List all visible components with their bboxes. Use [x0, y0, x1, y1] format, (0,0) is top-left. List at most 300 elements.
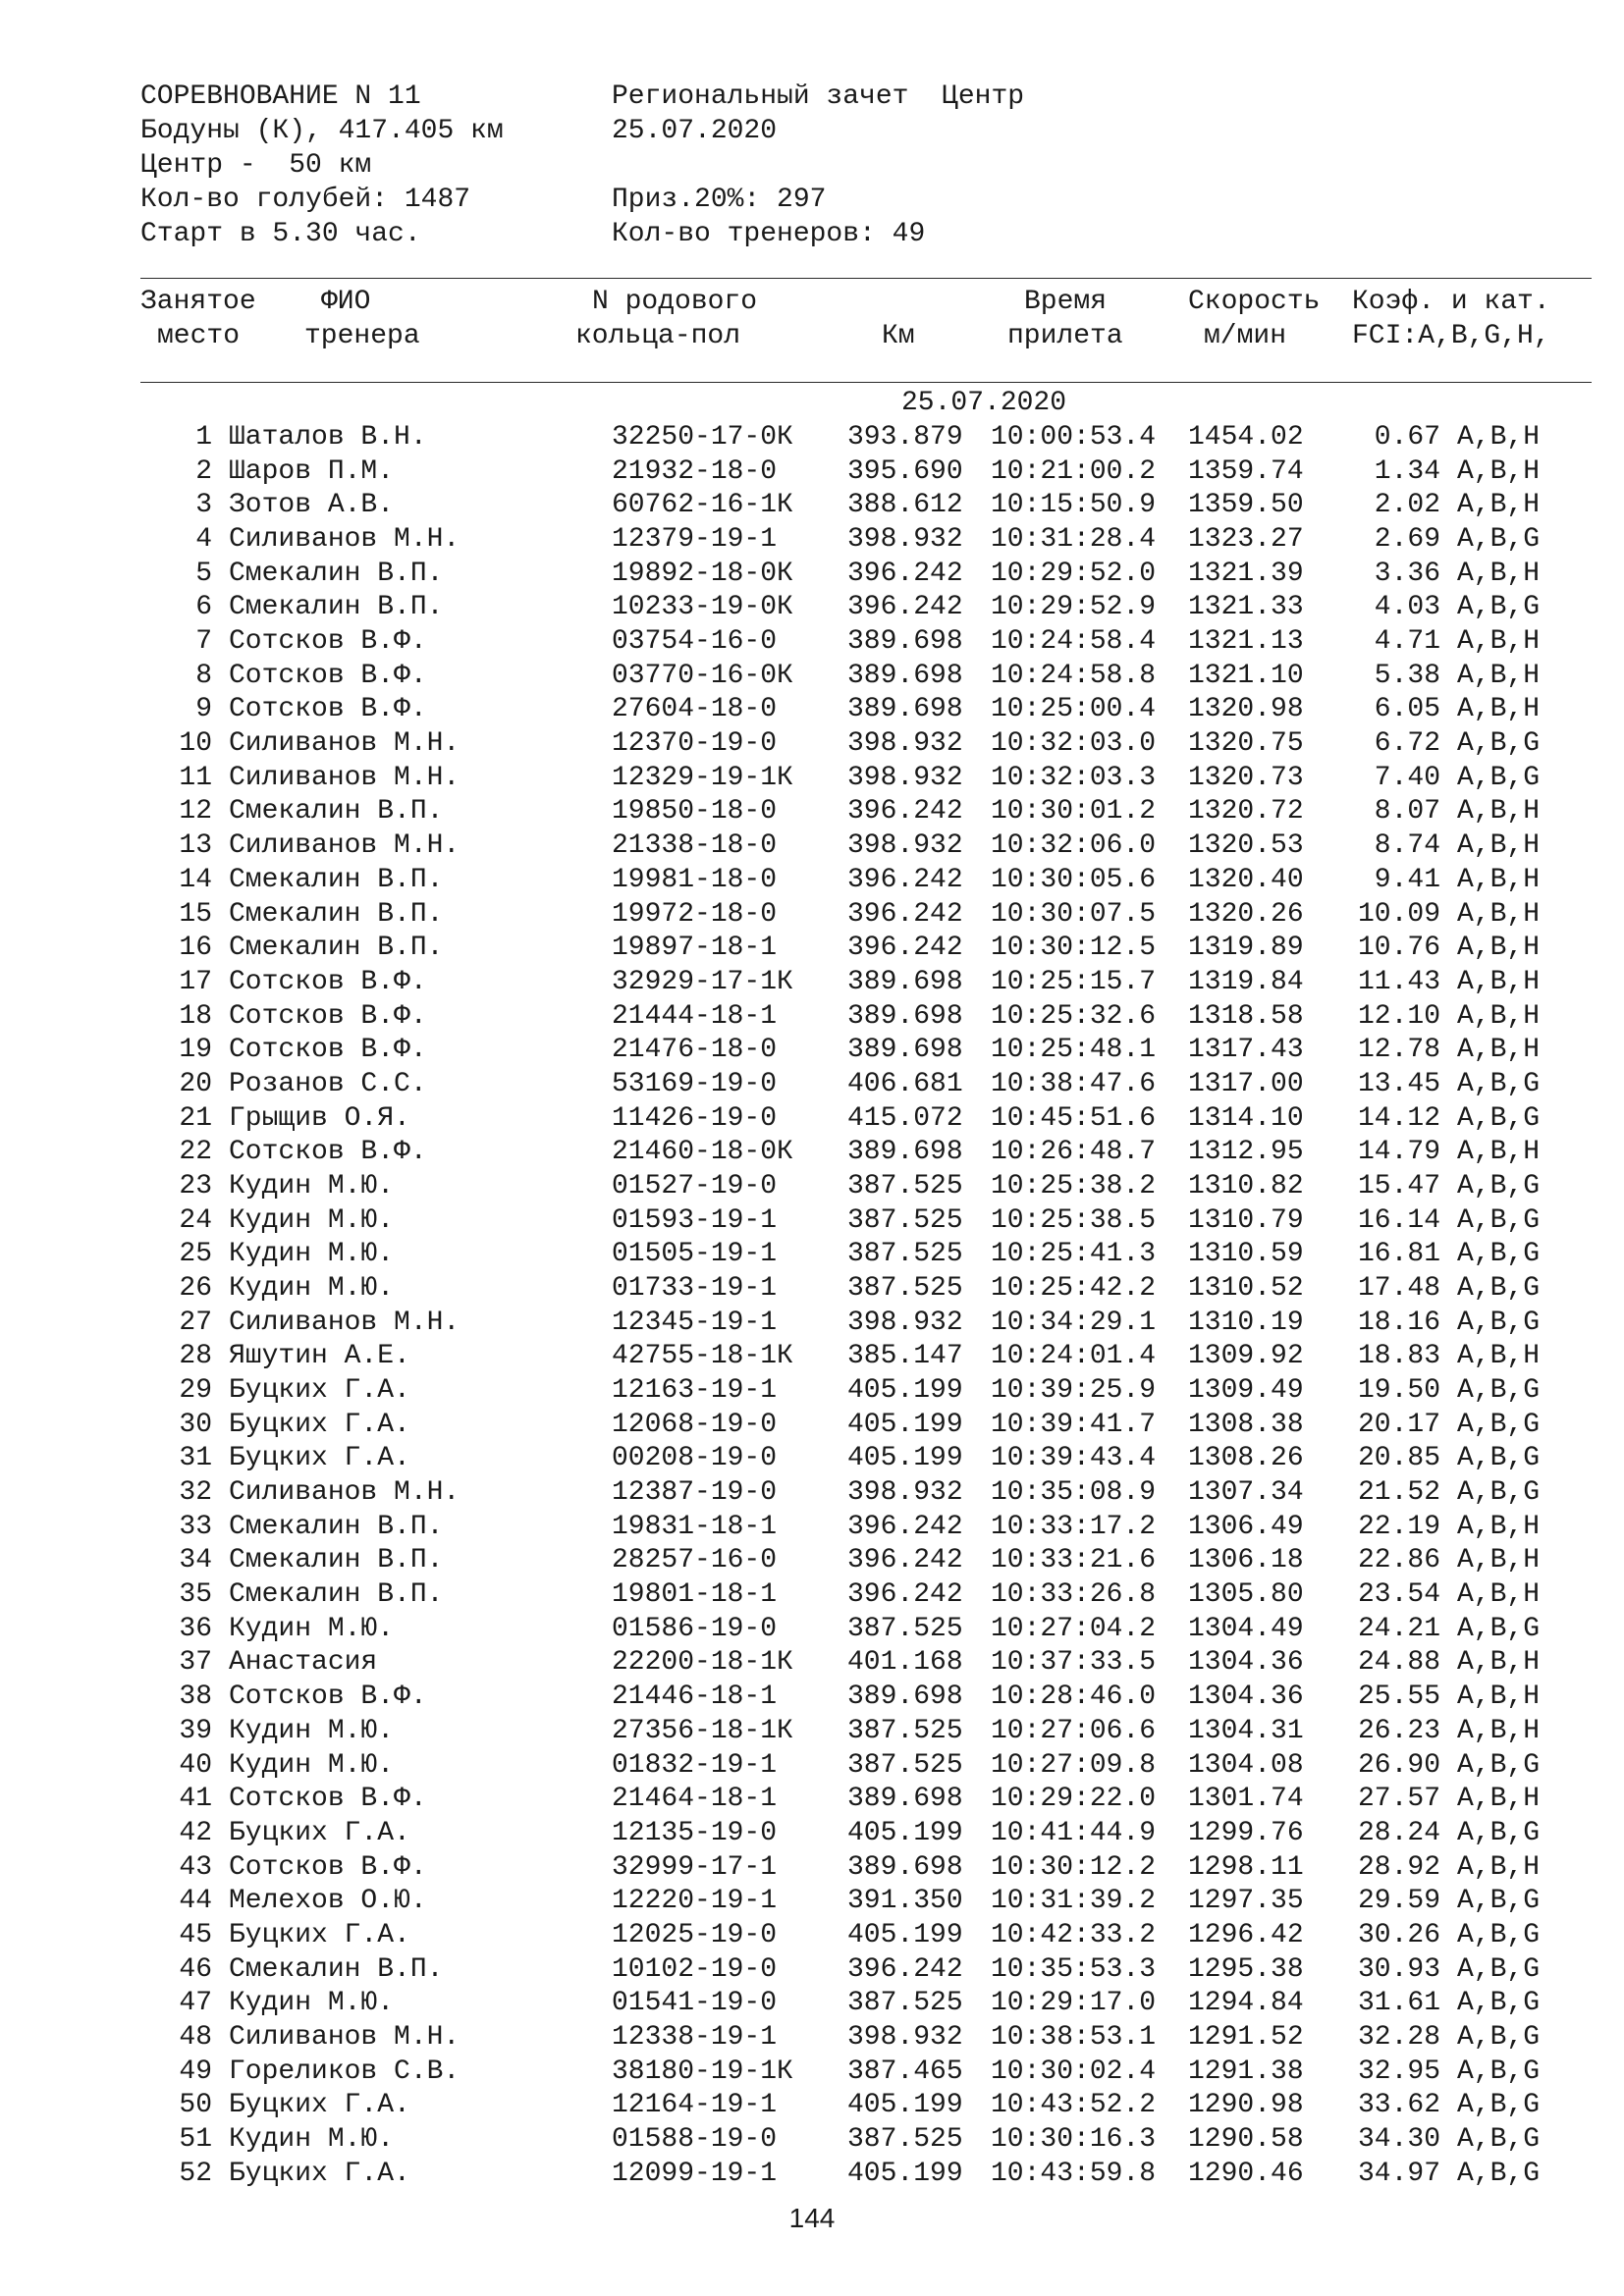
arrival-time: 10:42:33.2	[991, 1919, 1157, 1950]
category: A,B,H	[1457, 422, 1541, 453]
coefficient: 22.86	[1357, 1545, 1440, 1576]
ring-number: 21338-18-0	[612, 830, 778, 862]
speed: 1297.35	[1188, 1886, 1304, 1917]
speed: 1320.73	[1188, 762, 1304, 793]
coefficient: 31.61	[1357, 1988, 1440, 2019]
trainer-name: Кудин М.Ю.	[229, 1204, 395, 1236]
arrival-time: 10:24:58.8	[991, 660, 1157, 691]
coefficient: 1.34	[1374, 455, 1440, 487]
table-row	[140, 1306, 1592, 1340]
place: 31	[179, 1443, 212, 1474]
distance-km: 396.242	[847, 933, 963, 964]
category: A,B,G	[1457, 1988, 1541, 2019]
table-row	[140, 1612, 1592, 1646]
category: A,B,G	[1457, 1170, 1541, 1201]
distance-km: 389.698	[847, 626, 963, 658]
place: 2	[195, 455, 212, 487]
arrival-time: 10:25:15.7	[991, 966, 1157, 997]
speed: 1294.84	[1188, 1988, 1304, 2019]
arrival-time: 10:37:33.5	[991, 1647, 1157, 1679]
speed: 1320.53	[1188, 830, 1304, 862]
trainer-name: Буцких Г.А.	[229, 1919, 410, 1950]
trainer-name: Смекалин В.П.	[229, 558, 444, 589]
ring-number: 12135-19-0	[612, 1817, 778, 1848]
speed: 1321.13	[1188, 626, 1304, 658]
place: 16	[179, 933, 212, 964]
speed: 1320.40	[1188, 864, 1304, 895]
category: A,B,H	[1457, 796, 1541, 828]
col-ring-header-2: кольца-пол	[575, 321, 741, 351]
arrival-time: 10:31:28.4	[991, 524, 1157, 556]
ring-number: 19897-18-1	[612, 933, 778, 964]
category: A,B,H	[1457, 1341, 1541, 1372]
place: 39	[179, 1715, 212, 1746]
coefficient: 10.76	[1357, 933, 1440, 964]
coefficient: 26.23	[1357, 1715, 1440, 1746]
arrival-time: 10:35:53.3	[991, 1953, 1157, 1985]
trainer-name: Шаров П.М.	[229, 455, 395, 487]
arrival-time: 10:29:52.9	[991, 592, 1157, 623]
place: 6	[195, 592, 212, 623]
speed: 1314.10	[1188, 1102, 1304, 1134]
category: A,B,H	[1457, 966, 1541, 997]
place: 45	[179, 1919, 212, 1950]
coefficient: 9.41	[1374, 864, 1440, 895]
table-row	[140, 2157, 1592, 2191]
coefficient: 10.09	[1357, 898, 1440, 930]
category: A,B,G	[1457, 1068, 1541, 1099]
distance-km: 393.879	[847, 422, 963, 453]
coefficient: 15.47	[1357, 1170, 1440, 1201]
coefficient: 30.26	[1357, 1919, 1440, 1950]
table-row	[140, 590, 1592, 624]
trainer-name: Смекалин В.П.	[229, 1579, 444, 1611]
ring-number: 11426-19-0	[612, 1102, 778, 1134]
trainer-name: Сотсков В.Ф.	[229, 1784, 427, 1815]
category: A,B,G	[1457, 1477, 1541, 1509]
speed: 1295.38	[1188, 1953, 1304, 1985]
place: 52	[179, 2158, 212, 2189]
arrival-time: 10:29:17.0	[991, 1988, 1157, 2019]
arrival-time: 10:43:59.8	[991, 2158, 1157, 2189]
ring-number: 22200-18-1К	[612, 1647, 793, 1679]
distance-km: 385.147	[847, 1341, 963, 1372]
trainer-name: Смекалин В.П.	[229, 592, 444, 623]
ring-number: 21444-18-1	[612, 1000, 778, 1032]
trainer-name: Сотсков В.Ф.	[229, 966, 427, 997]
table-row	[140, 1441, 1592, 1475]
distance-km: 389.698	[847, 660, 963, 691]
distance-km: 387.525	[847, 1715, 963, 1746]
speed: 1304.49	[1188, 1613, 1304, 1644]
ring-number: 01832-19-1	[612, 1749, 778, 1781]
trainer-name: Кудин М.Ю.	[229, 1613, 395, 1644]
distance-km: 387.525	[847, 1613, 963, 1644]
start-time: Старт в 5.30 час.	[140, 219, 421, 249]
ring-number: 01505-19-1	[612, 1239, 778, 1270]
coefficient: 6.72	[1374, 728, 1440, 760]
region-label: Региональный зачет Центр	[612, 81, 1025, 112]
coefficient: 28.24	[1357, 1817, 1440, 1848]
trainer-name: Сотсков В.Ф.	[229, 694, 427, 725]
coefficient: 13.45	[1357, 1068, 1440, 1099]
speed: 1309.49	[1188, 1375, 1304, 1407]
ring-number: 12163-19-1	[612, 1375, 778, 1407]
coefficient: 21.52	[1357, 1477, 1440, 1509]
speed: 1304.08	[1188, 1749, 1304, 1781]
coefficient: 20.17	[1357, 1409, 1440, 1440]
arrival-time: 10:24:58.4	[991, 626, 1157, 658]
trainer-name: Смекалин В.П.	[229, 1545, 444, 1576]
trainer-name: Буцких Г.А.	[229, 1409, 410, 1440]
ring-number: 10233-19-0К	[612, 592, 793, 623]
speed: 1320.72	[1188, 796, 1304, 828]
speed: 1309.92	[1188, 1341, 1304, 1372]
page-number: 144	[788, 2203, 836, 2233]
speed: 1321.33	[1188, 592, 1304, 623]
ring-number: 12164-19-1	[612, 2090, 778, 2121]
category: A,B,H	[1457, 455, 1541, 487]
trainer-name: Кудин М.Ю.	[229, 2124, 395, 2155]
ring-number: 12220-19-1	[612, 1886, 778, 1917]
speed: 1298.11	[1188, 1851, 1304, 1883]
category: A,B,G	[1457, 2056, 1541, 2087]
category: A,B,G	[1457, 524, 1541, 556]
col-km-header: Км	[882, 321, 915, 351]
place: 12	[179, 796, 212, 828]
trainer-name: Смекалин В.П.	[229, 933, 444, 964]
place: 17	[179, 966, 212, 997]
ring-number: 12025-19-0	[612, 1919, 778, 1950]
trainer-name: Кудин М.Ю.	[229, 1170, 395, 1201]
coefficient: 4.71	[1374, 626, 1440, 658]
distance-km: 395.690	[847, 455, 963, 487]
trainer-name: Мелехов О.Ю.	[229, 1886, 427, 1917]
distance-km: 396.242	[847, 1579, 963, 1611]
distance-km: 405.199	[847, 2090, 963, 2121]
speed: 1310.79	[1188, 1204, 1304, 1236]
distance-km: 406.681	[847, 1068, 963, 1099]
speed: 1310.59	[1188, 1239, 1304, 1270]
col-speed-header-2: м/мин	[1204, 321, 1287, 351]
arrival-time: 10:29:22.0	[991, 1784, 1157, 1815]
distance-km: 387.525	[847, 1239, 963, 1270]
category: A,B,H	[1457, 1715, 1541, 1746]
trainer-name: Силиванов М.Н.	[229, 1477, 460, 1509]
competition-title: СОРЕВНОВАНИЕ N 11	[140, 81, 421, 112]
table-row	[140, 1850, 1592, 1885]
header-rule	[140, 382, 1592, 383]
category: A,B,H	[1457, 1647, 1541, 1679]
ring-number: 19972-18-0	[612, 898, 778, 930]
table-row	[140, 897, 1592, 932]
speed: 1304.31	[1188, 1715, 1304, 1746]
distance-km: 387.525	[847, 1273, 963, 1304]
arrival-time: 10:25:42.2	[991, 1273, 1157, 1304]
speed: 1323.27	[1188, 524, 1304, 556]
speed: 1307.34	[1188, 1477, 1304, 1509]
col-time-header-2: прилета	[1007, 321, 1123, 351]
place: 8	[195, 660, 212, 691]
table-row	[140, 1475, 1592, 1510]
category: A,B,G	[1457, 2124, 1541, 2155]
arrival-time: 10:25:38.2	[991, 1170, 1157, 1201]
place: 22	[179, 1137, 212, 1168]
trainer-name: Кудин М.Ю.	[229, 1239, 395, 1270]
place: 20	[179, 1068, 212, 1099]
distance-km: 398.932	[847, 728, 963, 760]
arrival-time: 10:45:51.6	[991, 1102, 1157, 1134]
distance-km: 396.242	[847, 1511, 963, 1542]
trainer-name: Смекалин В.П.	[229, 898, 444, 930]
place: 36	[179, 1613, 212, 1644]
arrival-time: 10:39:43.4	[991, 1443, 1157, 1474]
category: A,B,G	[1457, 1613, 1541, 1644]
coefficient: 28.92	[1357, 1851, 1440, 1883]
speed: 1304.36	[1188, 1647, 1304, 1679]
distance-km: 389.698	[847, 966, 963, 997]
speed: 1299.76	[1188, 1817, 1304, 1848]
table-row	[140, 454, 1592, 489]
table-row	[140, 624, 1592, 659]
arrival-time: 10:30:16.3	[991, 2124, 1157, 2155]
ring-number: 19801-18-1	[612, 1579, 778, 1611]
trainer-name: Буцких Г.А.	[229, 2158, 410, 2189]
trainer-name: Кудин М.Ю.	[229, 1988, 395, 2019]
coefficient: 12.10	[1357, 1000, 1440, 1032]
speed: 1317.00	[1188, 1068, 1304, 1099]
place: 46	[179, 1953, 212, 1985]
place: 3	[195, 490, 212, 521]
place: 4	[195, 524, 212, 556]
ring-number: 19981-18-0	[612, 864, 778, 895]
distance-km: 387.465	[847, 2056, 963, 2087]
trainer-name: Сотсков В.Ф.	[229, 1000, 427, 1032]
category: A,B,H	[1457, 1682, 1541, 1713]
distance-km: 391.350	[847, 1886, 963, 1917]
speed: 1359.74	[1188, 455, 1304, 487]
place: 50	[179, 2090, 212, 2121]
place: 41	[179, 1784, 212, 1815]
table-row	[140, 522, 1592, 557]
ring-number: 42755-18-1К	[612, 1341, 793, 1372]
coefficient: 6.05	[1374, 694, 1440, 725]
category: A,B,G	[1457, 1817, 1541, 1848]
distance-km: 396.242	[847, 558, 963, 589]
category: A,B,G	[1457, 728, 1541, 760]
distance-km: 405.199	[847, 1409, 963, 1440]
place: 37	[179, 1647, 212, 1679]
category: A,B,H	[1457, 898, 1541, 930]
speed: 1312.95	[1188, 1137, 1304, 1168]
coefficient: 34.30	[1357, 2124, 1440, 2155]
category: A,B,H	[1457, 1851, 1541, 1883]
arrival-time: 10:25:48.1	[991, 1035, 1157, 1066]
ring-number: 27356-18-1К	[612, 1715, 793, 1746]
table-row	[140, 488, 1592, 522]
arrival-time: 10:24:01.4	[991, 1341, 1157, 1372]
ring-number: 28257-16-0	[612, 1545, 778, 1576]
table-row	[140, 1373, 1592, 1408]
arrival-time: 10:26:48.7	[991, 1137, 1157, 1168]
category: A,B,H	[1457, 830, 1541, 862]
trainer-name: Буцких Г.А.	[229, 1375, 410, 1407]
coefficient: 24.88	[1357, 1647, 1440, 1679]
category: A,B,H	[1457, 864, 1541, 895]
arrival-time: 10:30:12.5	[991, 933, 1157, 964]
table-row	[140, 1237, 1592, 1271]
distance-km: 396.242	[847, 1545, 963, 1576]
place: 42	[179, 1817, 212, 1848]
distance-km: 398.932	[847, 1477, 963, 1509]
place: 14	[179, 864, 212, 895]
col-name-header-2: тренера	[304, 321, 420, 351]
table-row	[140, 1577, 1592, 1612]
coefficient: 16.14	[1357, 1204, 1440, 1236]
ring-number: 21460-18-0К	[612, 1137, 793, 1168]
category: A,B,H	[1457, 1000, 1541, 1032]
ring-number: 12345-19-1	[612, 1307, 778, 1338]
distance-km: 405.199	[847, 1817, 963, 1848]
trainer-name: Буцких Г.А.	[229, 2090, 410, 2121]
speed: 1454.02	[1188, 422, 1304, 453]
speed: 1321.39	[1188, 558, 1304, 589]
arrival-time: 10:30:12.2	[991, 1851, 1157, 1883]
table-row	[140, 726, 1592, 761]
coefficient: 29.59	[1357, 1886, 1440, 1917]
coefficient: 4.03	[1374, 592, 1440, 623]
coefficient: 18.83	[1357, 1341, 1440, 1372]
category: A,B,H	[1457, 1137, 1541, 1168]
trainer-name: Силиванов М.Н.	[229, 728, 460, 760]
table-row	[140, 863, 1592, 897]
ring-number: 21932-18-0	[612, 455, 778, 487]
trainer-name: Смекалин В.П.	[229, 864, 444, 895]
place: 9	[195, 694, 212, 725]
speed: 1291.38	[1188, 2056, 1304, 2087]
speed: 1310.52	[1188, 1273, 1304, 1304]
ring-number: 12338-19-1	[612, 2021, 778, 2053]
table-row	[140, 965, 1592, 999]
trainer-name: Буцких Г.А.	[229, 1443, 410, 1474]
speed: 1319.84	[1188, 966, 1304, 997]
ring-number: 19892-18-0К	[612, 558, 793, 589]
distance-km: 389.698	[847, 1000, 963, 1032]
coefficient: 11.43	[1357, 966, 1440, 997]
category: A,B,H	[1457, 933, 1541, 964]
coefficient: 19.50	[1357, 1375, 1440, 1407]
distance-km: 405.199	[847, 1443, 963, 1474]
arrival-time: 10:31:39.2	[991, 1886, 1157, 1917]
table-row	[140, 794, 1592, 828]
place: 1	[195, 422, 212, 453]
trainer-name: Сотсков В.Ф.	[229, 626, 427, 658]
place: 7	[195, 626, 212, 658]
speed: 1308.38	[1188, 1409, 1304, 1440]
table-row	[140, 1986, 1592, 2020]
place: 51	[179, 2124, 212, 2155]
table-row	[140, 1748, 1592, 1783]
coefficient: 34.97	[1357, 2158, 1440, 2189]
coefficient: 16.81	[1357, 1239, 1440, 1270]
trainer-name: Смекалин В.П.	[229, 1511, 444, 1542]
coefficient: 2.69	[1374, 524, 1440, 556]
table-row	[140, 2088, 1592, 2122]
trainer-name: Кудин М.Ю.	[229, 1273, 395, 1304]
speed: 1310.19	[1188, 1307, 1304, 1338]
category: A,B,G	[1457, 1102, 1541, 1134]
category: A,B,G	[1457, 2090, 1541, 2121]
coefficient: 14.12	[1357, 1102, 1440, 1134]
speed: 1305.80	[1188, 1579, 1304, 1611]
arrival-time: 10:35:08.9	[991, 1477, 1157, 1509]
trainer-name: Кудин М.Ю.	[229, 1715, 395, 1746]
ring-number: 01586-19-0	[612, 1613, 778, 1644]
trainer-name: Смекалин В.П.	[229, 1953, 444, 1985]
coefficient: 0.67	[1374, 422, 1440, 453]
speed: 1321.10	[1188, 660, 1304, 691]
pigeon-count: Кол-во голубей: 1487	[140, 185, 471, 215]
arrival-time: 10:38:47.6	[991, 1068, 1157, 1099]
arrival-time: 10:30:07.5	[991, 898, 1157, 930]
distance-km: 401.168	[847, 1647, 963, 1679]
distance-km: 398.932	[847, 830, 963, 862]
trainer-name: Силиванов М.Н.	[229, 762, 460, 793]
top-rule	[140, 278, 1592, 279]
trainer-name: Силиванов М.Н.	[229, 1307, 460, 1338]
category: A,B,G	[1457, 1919, 1541, 1950]
speed: 1301.74	[1188, 1784, 1304, 1815]
table-row	[140, 999, 1592, 1034]
category: A,B,G	[1457, 1273, 1541, 1304]
distance-km: 398.932	[847, 1307, 963, 1338]
distance-km: 398.932	[847, 762, 963, 793]
ring-number: 19850-18-0	[612, 796, 778, 828]
ring-number: 12379-19-1	[612, 524, 778, 556]
distance-km: 389.698	[847, 1137, 963, 1168]
distance-km: 389.698	[847, 1851, 963, 1883]
arrival-time: 10:30:05.6	[991, 864, 1157, 895]
coefficient: 20.85	[1357, 1443, 1440, 1474]
trainer-name: Анастасия	[229, 1647, 378, 1679]
place: 25	[179, 1239, 212, 1270]
arrival-time: 10:32:03.0	[991, 728, 1157, 760]
col-place-header-2: место	[157, 321, 241, 351]
speed: 1304.36	[1188, 1682, 1304, 1713]
place: 38	[179, 1682, 212, 1713]
table-row	[140, 659, 1592, 693]
race-date: 25.07.2020	[612, 116, 778, 146]
arrival-time: 10:25:32.6	[991, 1000, 1157, 1032]
table-row	[140, 2055, 1592, 2089]
ring-number: 12387-19-0	[612, 1477, 778, 1509]
category: A,B,G	[1457, 2021, 1541, 2053]
distance-km: 396.242	[847, 898, 963, 930]
arrival-time: 10:32:06.0	[991, 830, 1157, 862]
trainer-name: Буцких Г.А.	[229, 1817, 410, 1848]
arrival-time: 10:33:17.2	[991, 1511, 1157, 1542]
table-row	[140, 1714, 1592, 1748]
col-coef-header: Коэф. и кат.	[1352, 287, 1550, 317]
table-row	[140, 1918, 1592, 1952]
speed: 1290.98	[1188, 2090, 1304, 2121]
table-row	[140, 557, 1592, 591]
category: A,B,G	[1457, 2158, 1541, 2189]
trainer-name: Сотсков В.Ф.	[229, 1682, 427, 1713]
table-row	[140, 1510, 1592, 1544]
col-speed-header: Скорость	[1188, 287, 1321, 317]
arrival-time: 10:39:41.7	[991, 1409, 1157, 1440]
